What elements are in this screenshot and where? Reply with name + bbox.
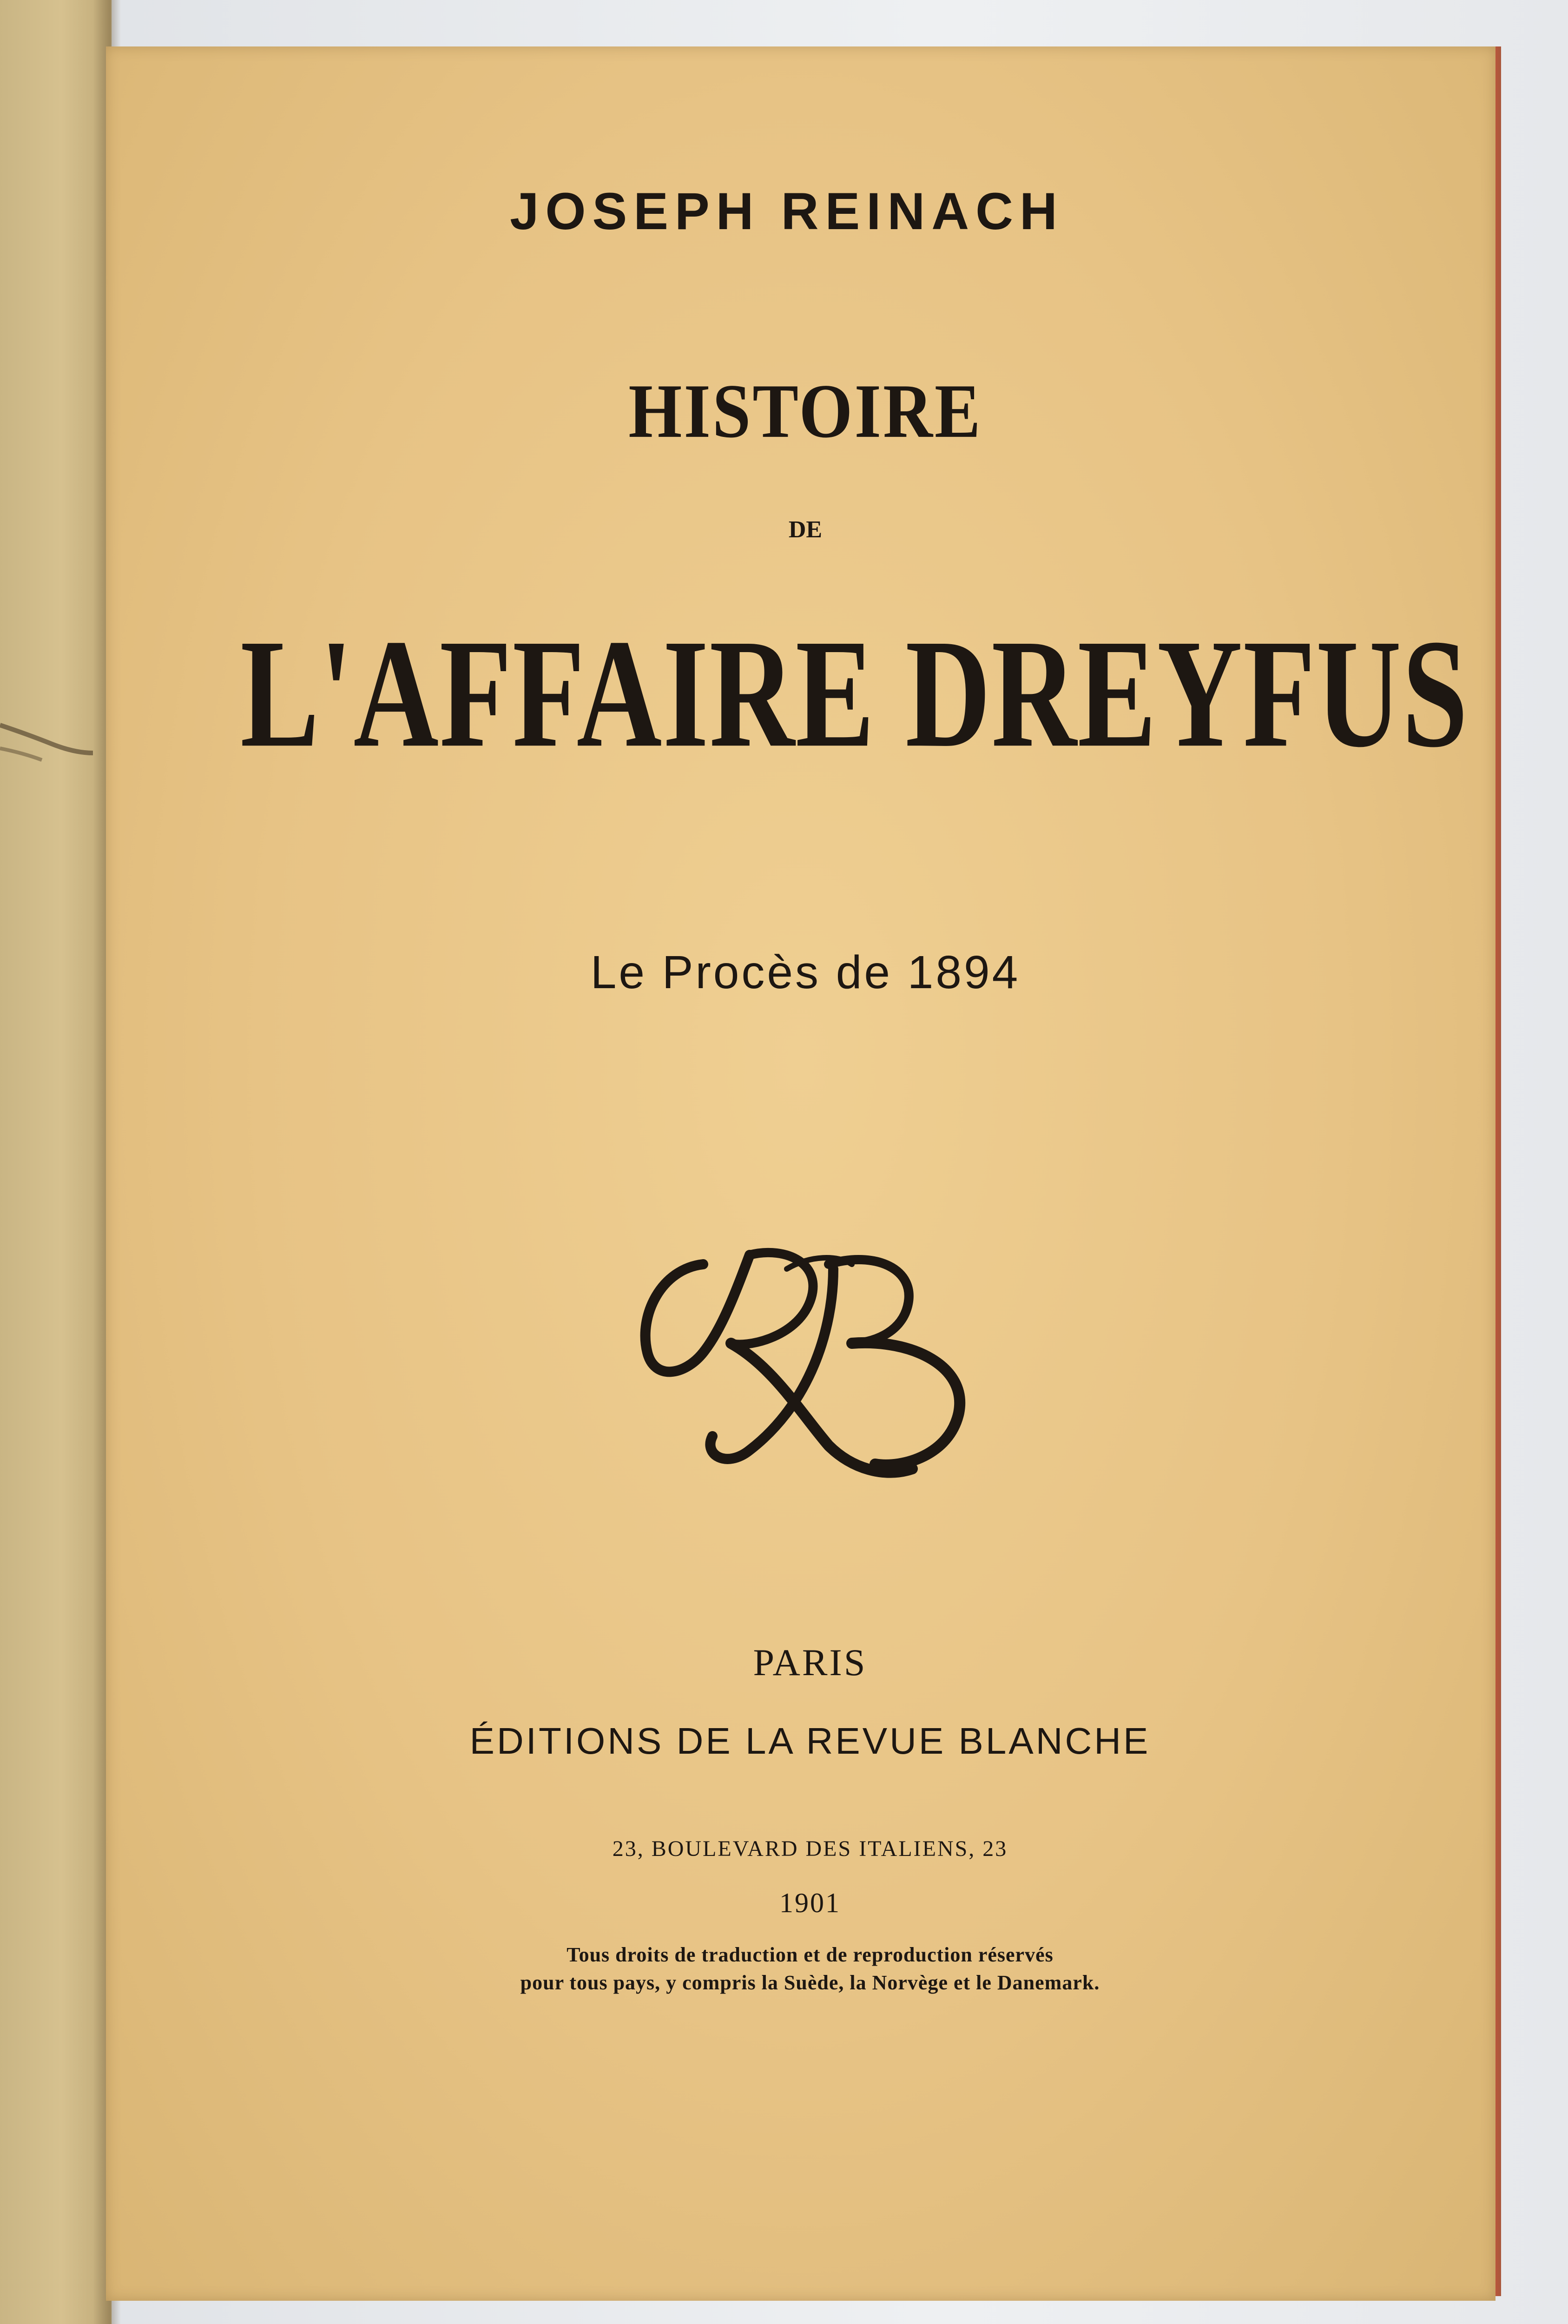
publisher-name: ÉDITIONS DE LA REVUE BLANCHE: [469, 1720, 1151, 1762]
rights-notice-line-1: Tous droits de traduction et de reproduction réservés: [567, 1943, 1054, 1966]
publisher-address: 23, BOULEVARD DES ITALIENS, 23: [612, 1836, 1008, 1861]
publication-city: PARIS: [753, 1641, 867, 1684]
bleed-through-marks: [0, 716, 93, 772]
author-name: JOSEPH REINACH: [510, 182, 1064, 240]
rights-notice-line-2: pour tous pays, y compris la Suède, la Norvège et le Danemark.: [520, 1971, 1100, 1994]
main-title: L'AFFAIRE DREYFUS: [240, 607, 1469, 780]
publication-year: 1901: [779, 1888, 841, 1918]
subtitle: Le Procès de 1894: [590, 946, 1021, 998]
title-page: [106, 46, 1496, 2301]
title-line-histoire: HISTOIRE: [628, 369, 982, 454]
title-connector: DE: [788, 516, 823, 543]
publisher-monogram-logo: [633, 1236, 991, 1497]
